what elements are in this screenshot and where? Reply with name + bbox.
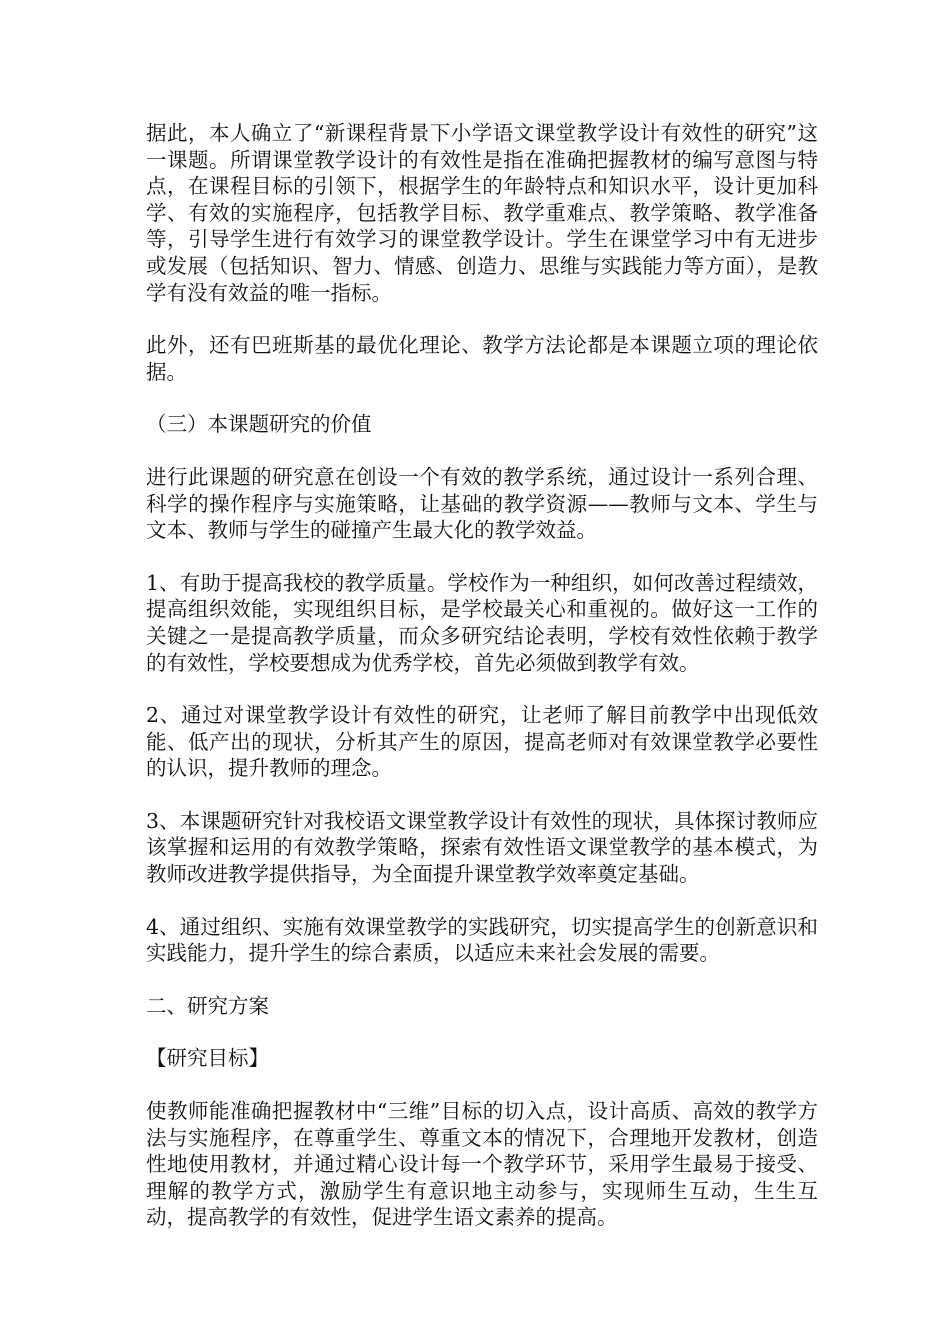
paragraph-value-4: 4、通过组织、实施有效课堂教学的实践研究，切实提高学生的创新意识和实践能力，提升学生的综合素质，以适应未来社会发展的需要。 xyxy=(146,914,818,966)
paragraph-value-2: 2、通过对课堂教学设计有效性的研究，让老师了解目前教学中出现低效能、低产出的现状，分析其产生的原因，提高老师对有效课堂教学必要性的认识，提升教师的理念。 xyxy=(146,703,818,781)
paragraph-research-goal: 使教师能准确把握教材中“三维”目标的切入点，设计高质、高效的教学方法与实施程序，在尊重学生、尊重文本的情况下，合理地开发教材，创造性地使用教材，并通过精心设计每一个教学环节，采用学生最易于接受、理解的教学方式，激励学生有意识地主动参与，实现师生互动，生生互动，提高教学的有效性，促进学生语文素养的提高。 xyxy=(146,1099,818,1230)
section-heading-value: （三）本课题研究的价值 xyxy=(146,412,372,437)
section-heading-research-goal: 【研究目标】 xyxy=(146,1046,269,1071)
paragraph-value-intro: 进行此课题的研究意在创设一个有效的教学系统，通过设计一系列合理、科学的操作程序与实施策略，让基础的教学资源——教师与文本、学生与文本、教师与学生的碰撞产生最大化的教学效益。 xyxy=(146,464,818,543)
document-body xyxy=(146,120,818,1257)
paragraph-theory-basis: 此外，还有巴班斯基的最优化理论、教学方法论都是本课题立项的理论依据。 xyxy=(146,333,818,384)
paragraph-value-3: 3、本课题研究针对我校语文课堂教学设计有效性的现状，具体探讨教师应该掌握和运用的有效教学策略，探索有效性语文课堂教学的基本模式，为教师改进教学提供指导，为全面提升课堂教学效率奠定基础。 xyxy=(146,808,818,887)
paragraph-value-1: 1、有助于提高我校的教学质量。学校作为一种组织，如何改善过程绩效，提高组织效能，实现组织目标，是学校最关心和重视的。做好这一工作的关键之一是提高教学质量，而众多研究结论表明，学校有效性依赖于教学的有效性，学校要想成为优秀学校，首先必须做到教学有效。 xyxy=(146,570,818,675)
paragraph-topic-definition: 据此，本人确立了“新课程背景下小学语文课堂教学设计有效性的研究”这一课题。所谓课堂教学设计的有效性是指在准确把握教材的编写意图与特点，在课程目标的引领下，根据学生的年龄特点和知识水平，设计更加科学、有效的实施程序，包括教学目标、教学重难点、教学策略、教学准备等，引导学生进行有效学习的课堂教学设计。学生在课堂学习中有无进步或发展（包括知识、智力、情感、创造力、思维与实践能力等方面），是教学有没有效益的唯一指标。 xyxy=(146,121,818,305)
section-heading-research-plan: 二、研究方案 xyxy=(146,993,269,1018)
